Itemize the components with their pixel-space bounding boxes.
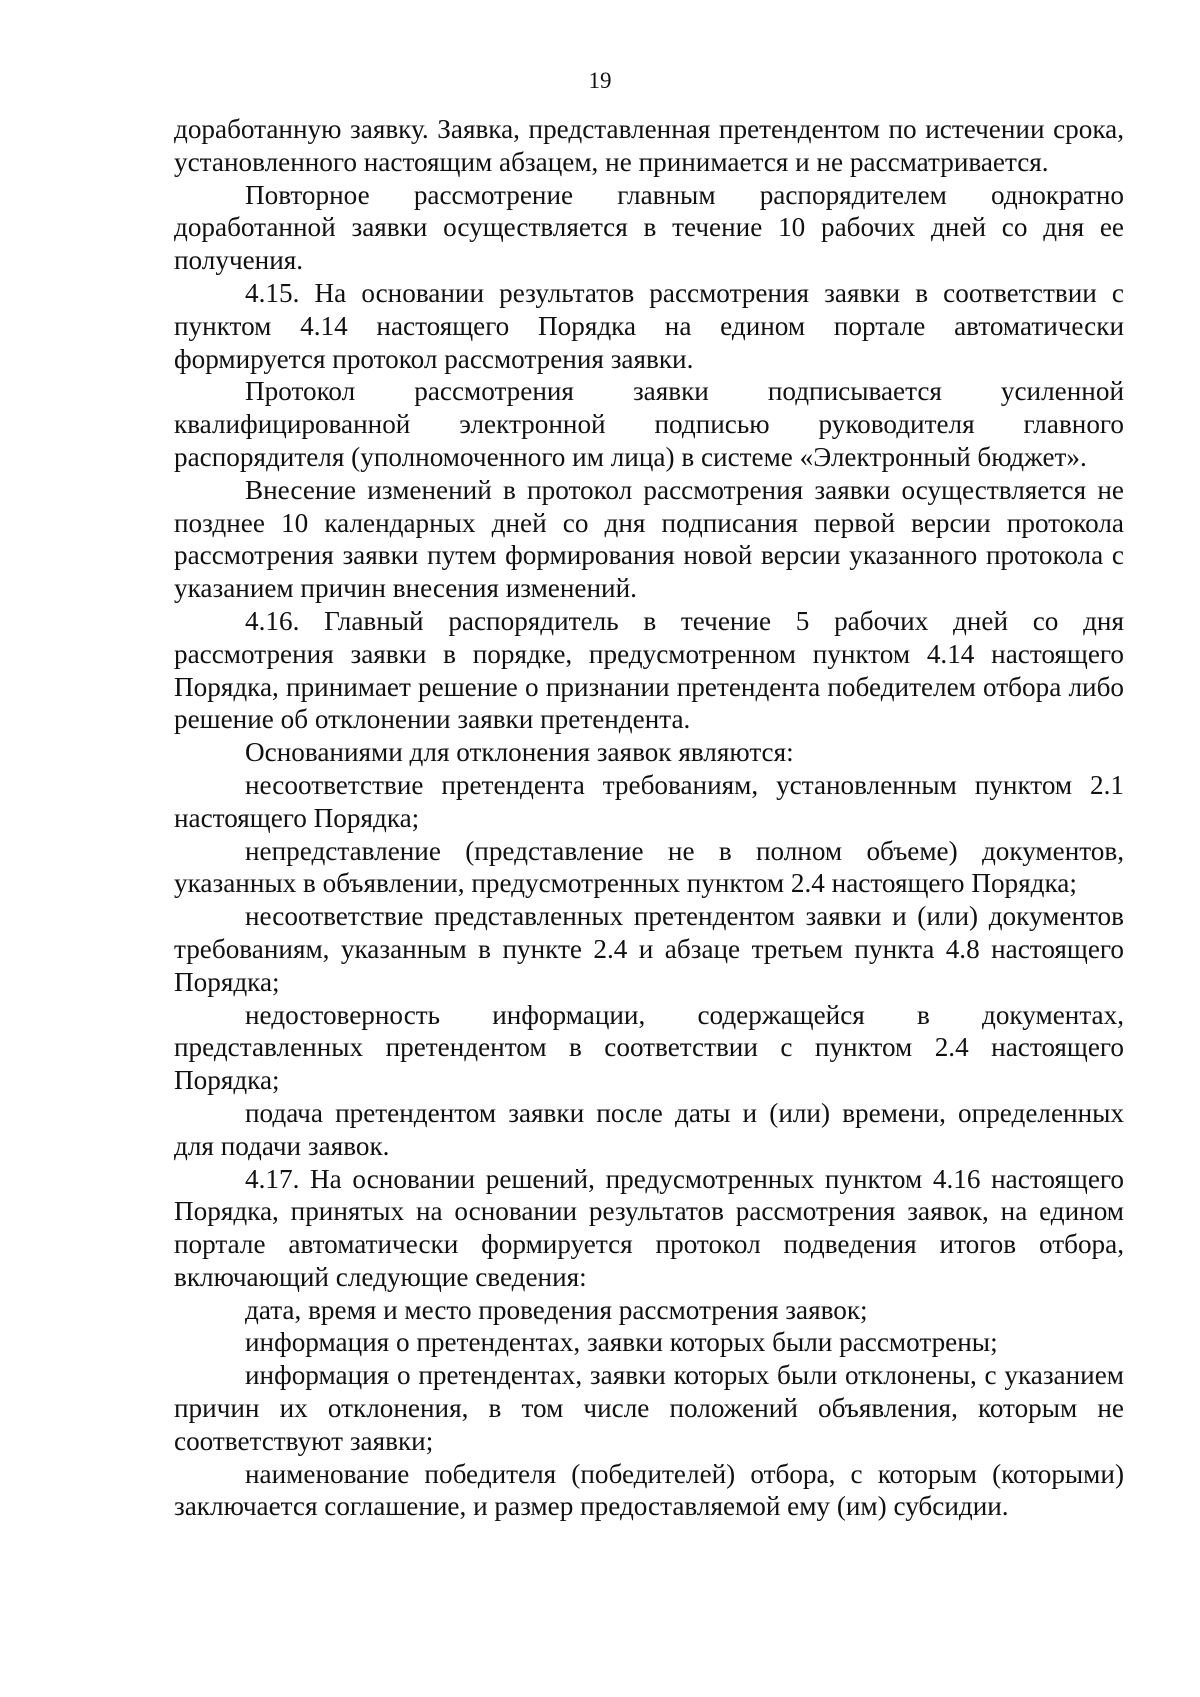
paragraph-repeat-review: Повторное рассмотрение главным распорядителем однократно доработанной заявки осуществляется в течение 10 рабочих дней со дня ее получения.: [174, 179, 1124, 276]
document-body: [174, 113, 1124, 1523]
paragraph-4-16: 4.16. Главный распорядитель в течение 5 рабочих дней со дня рассмотрения заявки в порядке, предусмотренном пунктом 4.14 настоящего Порядка, принимает решение о признании претендента победителем отбора либо решение об отклонении заявки претендента.: [174, 605, 1124, 735]
list-item: наименование победителя (победителей) отбора, с которым (которыми) заключается соглашение, и размер предоставляемой ему (им) субсидии.: [174, 1458, 1124, 1522]
paragraph-rejection-grounds: Основаниями для отклонения заявок являются:: [245, 737, 794, 768]
list-item: непредставление (представление не в полном объеме) документов, указанных в объявлении, предусмотренных пунктом 2.4 настоящего Порядка;: [174, 835, 1124, 899]
list-item: информация о претендентах, заявки которых были отклонены, с указанием причин их отклонения, в том числе положений объявления, которым не соответствуют заявки;: [174, 1360, 1124, 1456]
list-item: подача претендентом заявки после даты и (или) времени, определенных для подачи заявок.: [174, 1097, 1124, 1161]
list-item: несоответствие претендента требованиям, установленным пунктом 2.1 настоящего Порядка;: [174, 769, 1124, 833]
paragraph-continuation: доработанную заявку. Заявка, представленная претендентом по истечении срока, установленного настоящим абзацем, не принимается и не рассматривается.: [174, 114, 1124, 177]
paragraph-protocol-signing: Протокол рассмотрения заявки подписывается усиленной квалифицированной электронной подписью руководителя главного распорядителя (уполномоченного им лица) в системе «Электронный бюджет».: [174, 376, 1124, 472]
paragraph-4-15: 4.15. На основании результатов рассмотрения заявки в соответствии с пунктом 4.14 настоящего Порядка на едином портале автоматически формируется протокол рассмотрения заявки.: [174, 277, 1124, 374]
page-number: 19: [588, 68, 612, 93]
paragraph-protocol-changes: Внесение изменений в протокол рассмотрения заявки осуществляется не позднее 10 календарных дней со дня подписания первой версии протокола рассмотрения заявки путем формирования новой версии указанного протокола с указанием причин внесения изменений.: [174, 474, 1124, 604]
list-item: несоответствие представленных претендентом заявки и (или) документов требованиям, указанным в пункте 2.4 и абзаце третьем пункта 4.8 настоящего Порядка;: [174, 901, 1124, 997]
paragraph-4-17: 4.17. На основании решений, предусмотренных пунктом 4.16 настоящего Порядка, принятых на основании результатов рассмотрения заявок, на едином портале автоматически формируется протокол подведения итогов отбора, включающий следующие сведения:: [174, 1163, 1124, 1292]
list-item: недостоверность информации, содержащейся в документах, представленных претендентом в соответствии с пунктом 2.4 настоящего Порядка;: [174, 999, 1124, 1096]
list-item: информация о претендентах, заявки которых были рассмотрены;: [245, 1327, 998, 1358]
list-item: дата, время и место проведения рассмотрения заявок;: [245, 1294, 868, 1325]
